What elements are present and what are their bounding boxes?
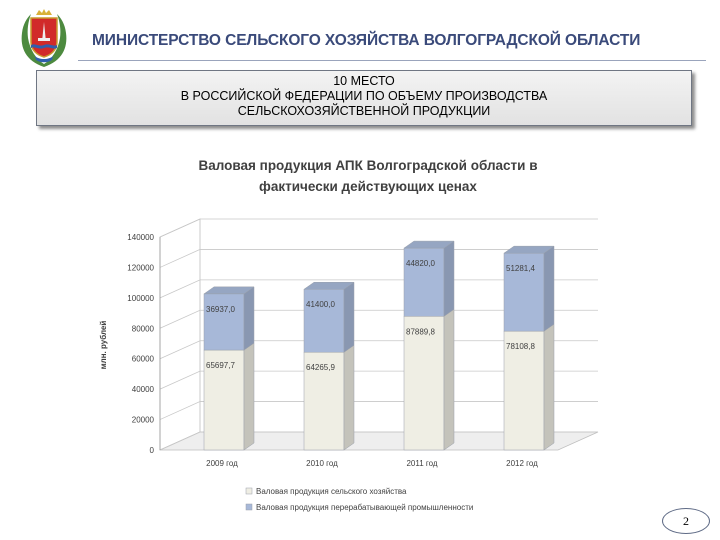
y-tick-label: 120000 <box>127 263 154 273</box>
data-label: 87889,8 <box>406 327 435 337</box>
x-tick-label: 2010 год <box>306 459 338 468</box>
y-axis-label: млн. рублей <box>99 320 108 370</box>
chart-side-wall <box>160 219 200 450</box>
y-tick-label: 80000 <box>131 324 154 334</box>
data-label: 36937,0 <box>206 304 235 314</box>
bar-processing-1 <box>304 282 354 352</box>
data-label: 51281,4 <box>506 264 535 274</box>
y-tick-label: 100000 <box>127 293 154 303</box>
data-label: 44820,0 <box>406 259 435 269</box>
banner-line-1: 10 МЕСТО <box>333 74 395 88</box>
chart-title-line-1: Валовая продукция АПК Волгоградской области в <box>198 158 538 173</box>
legend-label: Валовая продукция перерабатывающей промышленности <box>256 503 474 512</box>
x-tick-label: 2012 год <box>506 459 538 468</box>
legend-swatch <box>246 504 252 510</box>
banner-line-2: В РОССИЙСКОЙ ФЕДЕРАЦИИ ПО ОБЪЕМУ ПРОИЗВОДСТВА <box>180 89 548 103</box>
y-tick-label: 40000 <box>131 385 154 395</box>
y-tick-label: 60000 <box>131 354 154 364</box>
data-label: 65697,7 <box>206 361 235 371</box>
bar-processing-2 <box>404 241 454 316</box>
y-tick-label: 140000 <box>127 233 154 242</box>
data-label: 78108,8 <box>506 342 535 352</box>
chart-title-line-2: фактически действующих ценах <box>259 179 477 194</box>
page-number: 2 <box>662 508 710 534</box>
y-tick-label: 20000 <box>131 415 154 425</box>
x-tick-label: 2009 год <box>206 459 238 468</box>
bar-processing-0 <box>204 287 254 350</box>
y-tick-label: 0 <box>149 446 154 455</box>
legend-swatch <box>246 488 252 494</box>
bar-agriculture-1 <box>304 345 354 450</box>
legend-label: Валовая продукция сельского хозяйства <box>256 487 407 496</box>
header-title: МИНИСТЕРСТВО СЕЛЬСКОГО ХОЗЯЙСТВА ВОЛГОГРАДСКОЙ ОБЛАСТИ <box>92 32 641 49</box>
bar-agriculture-0 <box>204 343 254 450</box>
banner-line-3: СЕЛЬСКОХОЗЯЙСТВЕННОЙ ПРОДУКЦИИ <box>237 104 491 118</box>
bar-processing-3 <box>504 246 554 331</box>
data-label: 41400,0 <box>306 300 335 310</box>
x-tick-label: 2011 год <box>406 459 438 468</box>
gridline <box>160 219 598 237</box>
data-label: 64265,9 <box>306 363 335 373</box>
